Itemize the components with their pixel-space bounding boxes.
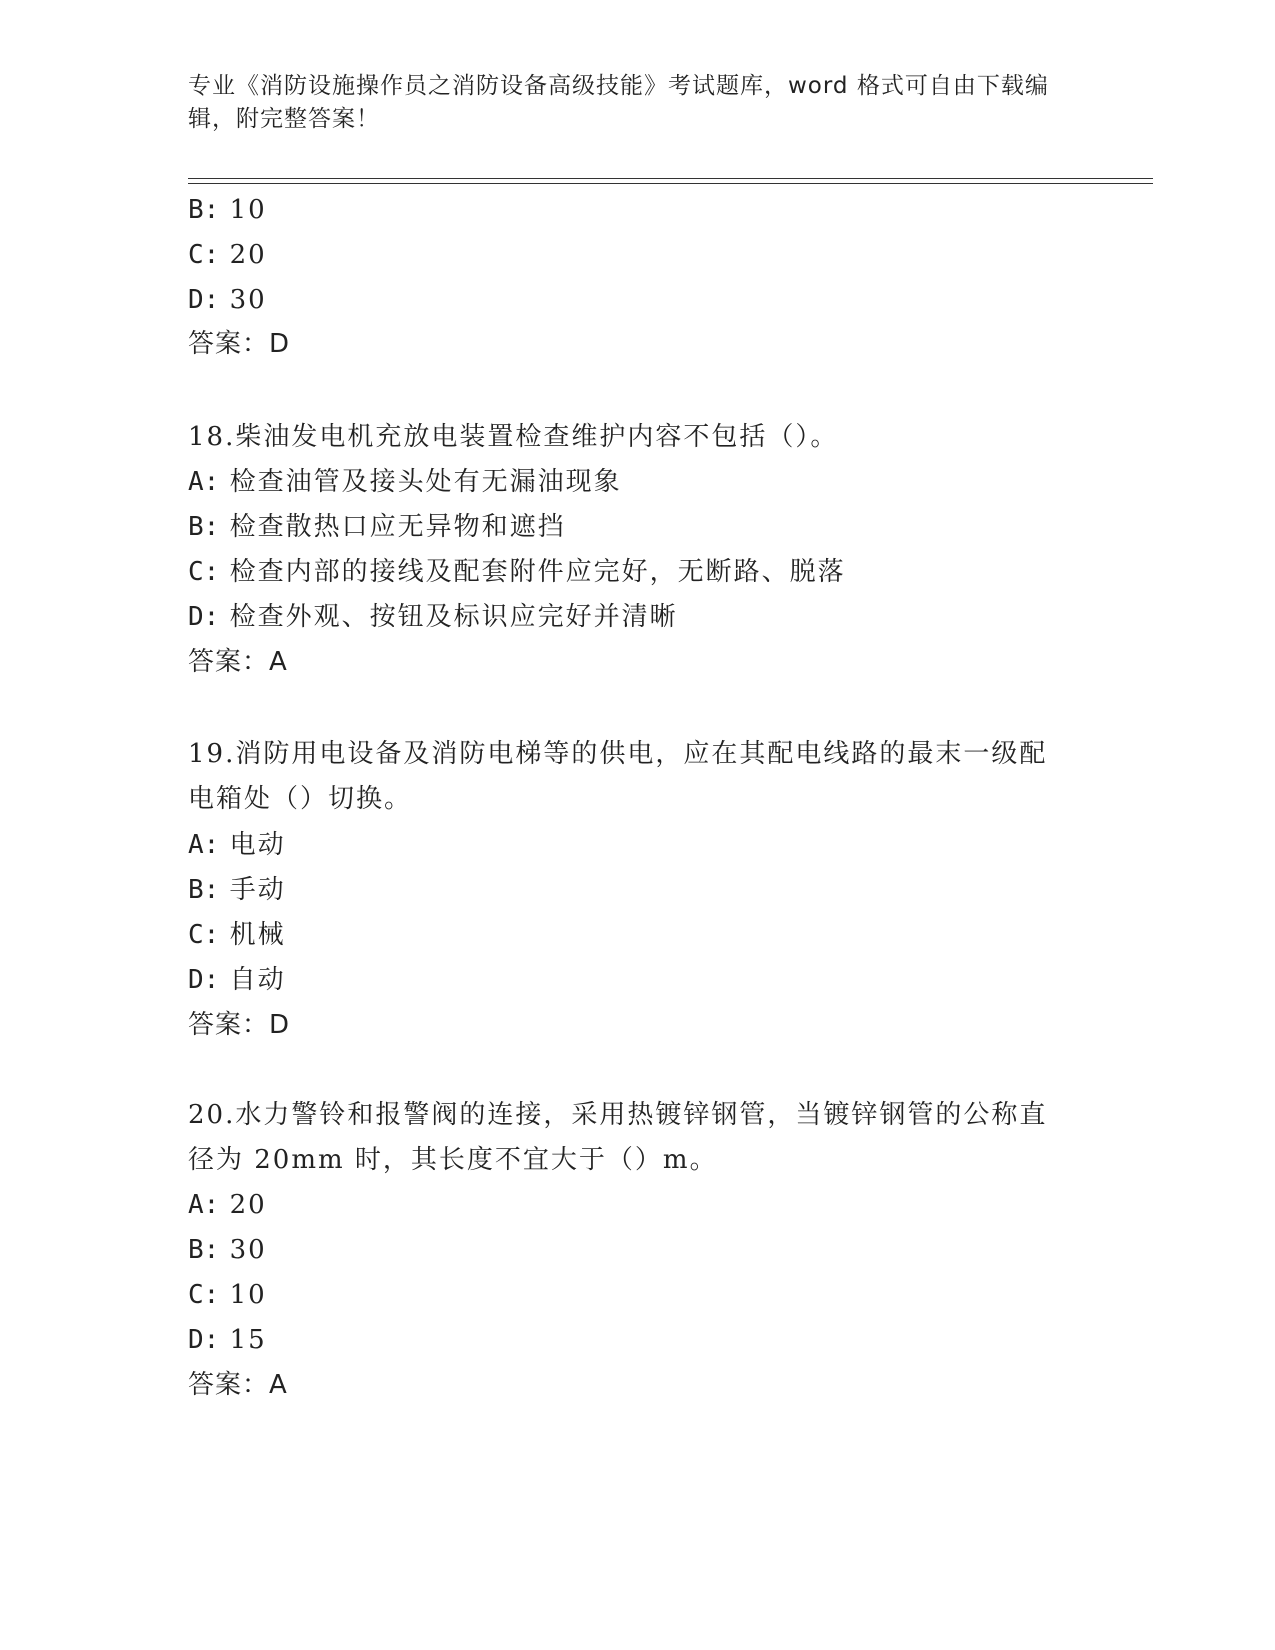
option-text: 检查油管及接头处有无漏油现象 xyxy=(229,467,622,497)
option-prefix: A: xyxy=(188,830,220,860)
option-text: 电动 xyxy=(229,830,286,860)
option-prefix: D: xyxy=(188,285,220,315)
option-prefix: B: xyxy=(188,1235,220,1265)
option-prefix: B: xyxy=(188,512,220,542)
option-b xyxy=(188,193,267,227)
option-prefix: B: xyxy=(188,875,220,905)
option-text: 15 xyxy=(229,1325,267,1355)
option-b xyxy=(188,873,286,907)
option-c xyxy=(188,238,267,272)
option-text: 检查外观、按钮及标识应完好并清晰 xyxy=(229,602,678,632)
option-c xyxy=(188,918,286,952)
option-c xyxy=(188,555,846,589)
option-prefix: C: xyxy=(188,557,220,587)
option-prefix: C: xyxy=(188,240,220,270)
option-text: 手动 xyxy=(229,875,286,905)
option-c xyxy=(188,1278,267,1312)
question-18: 18.柴油发电机充放电装置检查维护内容不包括（）。 xyxy=(188,422,839,452)
answer: 答案：D xyxy=(188,329,291,359)
question-19-line-2: 电箱处（）切换。 xyxy=(188,784,413,814)
option-d xyxy=(188,283,267,317)
answer: 答案：A xyxy=(188,1370,288,1400)
header-divider-bottom xyxy=(188,183,1153,184)
question-19-line-1: 19.消防用电设备及消防电梯等的供电，应在其配电线路的最末一级配 xyxy=(188,739,1048,769)
question-20-line-1: 20.水力警铃和报警阀的连接，采用热镀锌钢管，当镀锌钢管的公称直 xyxy=(188,1100,1048,1130)
option-text: 机械 xyxy=(229,920,286,950)
answer: 答案：D xyxy=(188,1010,291,1040)
option-a xyxy=(188,828,286,862)
header-divider-top xyxy=(188,178,1153,179)
question-20-line-2: 径为 20mm 时，其长度不宜大于（）m。 xyxy=(188,1145,718,1175)
option-prefix: C: xyxy=(188,1280,220,1310)
option-text: 检查内部的接线及配套附件应完好，无断路、脱落 xyxy=(229,557,846,587)
option-text: 10 xyxy=(229,1280,267,1310)
option-text: 20 xyxy=(229,1190,267,1220)
option-prefix: A: xyxy=(188,467,220,497)
option-d xyxy=(188,1323,267,1357)
option-text: 自动 xyxy=(229,965,286,995)
option-a xyxy=(188,465,622,499)
option-a xyxy=(188,1188,267,1222)
option-b xyxy=(188,510,566,544)
option-d xyxy=(188,963,286,997)
option-prefix: A: xyxy=(188,1190,220,1220)
option-prefix: D: xyxy=(188,602,220,632)
option-text: 20 xyxy=(229,240,267,270)
option-text: 30 xyxy=(229,285,267,315)
option-text: 30 xyxy=(229,1235,267,1265)
option-prefix: C: xyxy=(188,920,220,950)
option-prefix: D: xyxy=(188,1325,220,1355)
answer: 答案：A xyxy=(188,647,288,677)
option-text: 10 xyxy=(229,195,267,225)
document-header: 专业《消防设施操作员之消防设备高级技能》考试题库，word 格式可自由下载编辑，附完整答案！ xyxy=(188,73,1049,132)
option-text: 检查散热口应无异物和遮挡 xyxy=(229,512,566,542)
option-b xyxy=(188,1233,267,1267)
option-prefix: B: xyxy=(188,195,220,225)
option-d xyxy=(188,600,678,634)
option-prefix: D: xyxy=(188,965,220,995)
